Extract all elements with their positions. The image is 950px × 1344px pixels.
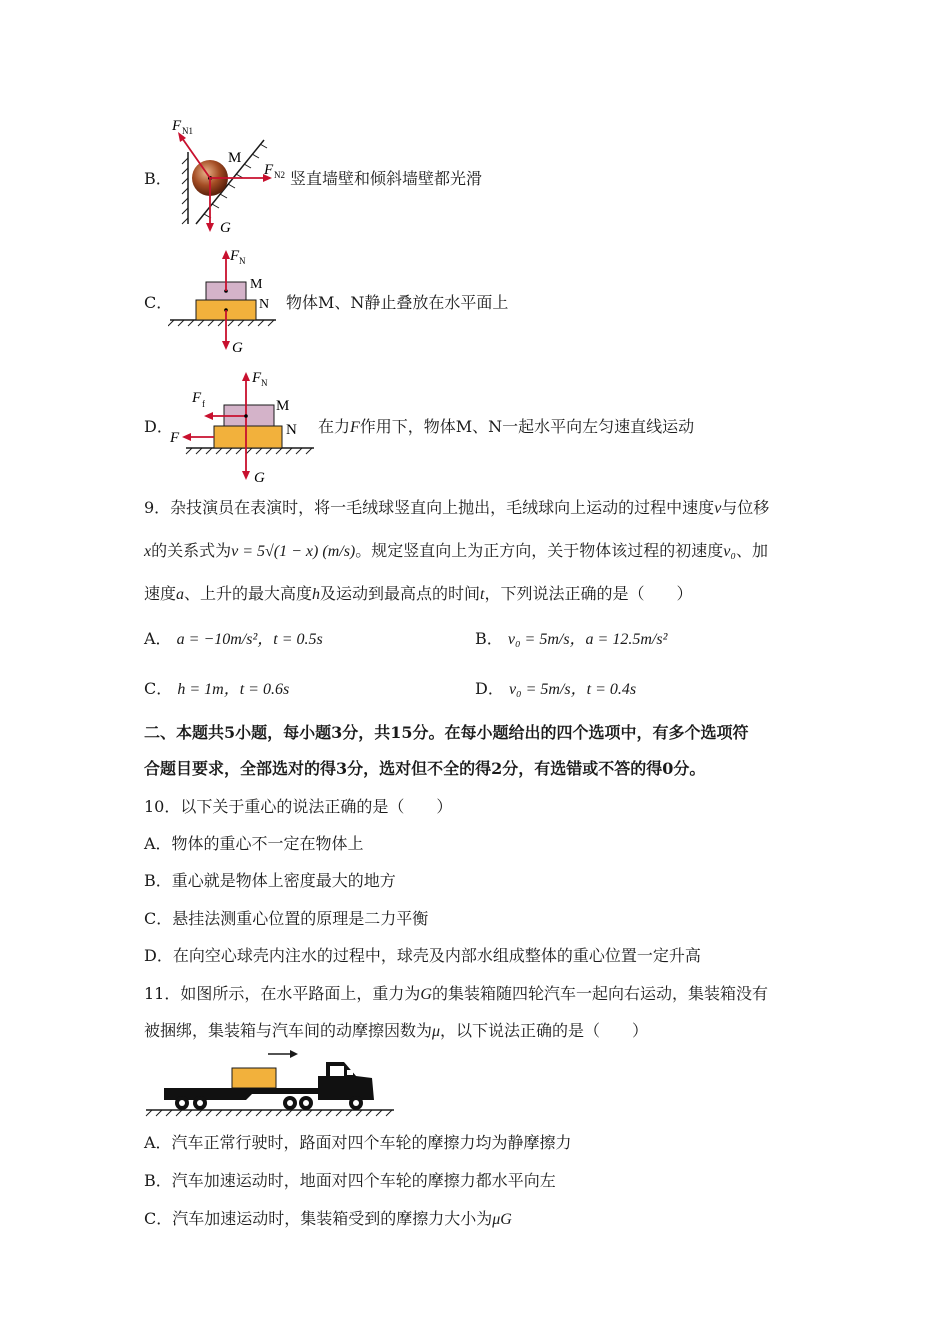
label-fn1: F bbox=[172, 118, 182, 134]
label-ff: F bbox=[192, 390, 202, 406]
label-m: M bbox=[276, 398, 290, 414]
option-c-letter: C． bbox=[144, 293, 173, 312]
q11-stem-line2: 被捆绑，集装箱与汽车间的动摩擦因数为μ，以下说法正确的是（ ） bbox=[144, 1021, 649, 1040]
q10-option-c[interactable]: C．悬挂法测重心位置的原理是二力平衡 bbox=[144, 909, 429, 928]
label-fn1-sub: N1 bbox=[182, 126, 193, 136]
container-box bbox=[232, 1068, 276, 1088]
q11-stem-line1: 11．如图所示，在水平路面上，重力为G的集装箱随四轮汽车一起向右运动，集装箱没有 bbox=[144, 984, 768, 1003]
stacked-blocks-moving-diagram bbox=[166, 364, 316, 488]
label-g: G bbox=[254, 470, 265, 486]
stacked-blocks-static-diagram bbox=[168, 244, 280, 356]
option-b-caption: 竖直墙壁和倾斜墙壁都光滑 bbox=[290, 169, 483, 188]
option-c-caption: 物体M、N静止叠放在水平面上 bbox=[286, 293, 509, 312]
q9-stem-line3: 速度a、上升的最大高度h及运动到最高点的时间t，下列说法正确的是（ ） bbox=[144, 584, 693, 603]
q9-stem-line1: 9．杂技演员在表演时，将一毛绒球竖直向上抛出，毛绒球向上运动的过程中速度v与位移 bbox=[144, 498, 770, 517]
q9-option-c[interactable]: C． h = 1m，t = 0.6s bbox=[144, 679, 290, 698]
label-fn: F bbox=[230, 248, 240, 264]
q9-option-a[interactable]: A． a = −10m/s²，t = 0.5s bbox=[144, 629, 323, 648]
label-fn-sub: N bbox=[261, 378, 268, 388]
q11-option-a[interactable]: A．汽车正常行驶时，路面对四个车轮的摩擦力均为静摩擦力 bbox=[144, 1133, 572, 1152]
section2-heading-line1: 二、本题共5小题，每小题3分，共15分。在每小题给出的四个选项中，有多个选项符 bbox=[144, 723, 749, 742]
label-m: M bbox=[250, 277, 263, 292]
label-g: G bbox=[232, 340, 243, 356]
q9-option-d[interactable]: D． v₀ = 5m/s，t = 0.4s bbox=[475, 679, 637, 698]
q9-formula: v = 5√(1 − x) (m/s) bbox=[231, 543, 356, 560]
q11-option-b[interactable]: B．汽车加速运动时，地面对四个车轮的摩擦力都水平向左 bbox=[144, 1171, 556, 1190]
truck-container-diagram bbox=[142, 1046, 398, 1122]
q9-option-b[interactable]: B． v₀ = 5m/s，a = 12.5m/s² bbox=[475, 629, 668, 648]
label-n: N bbox=[259, 297, 270, 312]
q10-option-a[interactable]: A．物体的重心不一定在物体上 bbox=[144, 834, 364, 853]
label-fn2: F bbox=[264, 162, 274, 178]
q10-option-b[interactable]: B．重心就是物体上密度最大的地方 bbox=[144, 871, 396, 890]
option-d-caption: 在力F作用下，物体M、N一起水平向左匀速直线运动 bbox=[318, 417, 695, 436]
ball-wall-diagram bbox=[168, 112, 288, 236]
block-n bbox=[214, 426, 282, 448]
label-f: F bbox=[170, 430, 180, 446]
label-fn: F bbox=[252, 370, 262, 386]
label-m: M bbox=[228, 150, 242, 166]
label-g: G bbox=[220, 220, 231, 236]
section2-heading-line2: 合题目要求，全部选对的得3分，选对但不全的得2分，有选错或不答的得0分。 bbox=[144, 759, 706, 778]
q10-stem: 10．以下关于重心的说法正确的是（ ） bbox=[144, 797, 453, 816]
label-fn-sub: N bbox=[239, 256, 246, 266]
q10-option-d[interactable]: D．在向空心球壳内注水的过程中，球壳及内部水组成整体的重心位置一定升高 bbox=[144, 946, 701, 965]
q9-stem-line2: x的关系式为v = 5√(1 − x) (m/s)。规定竖直向上为正方向，关于物体该过程的初速度v₀、加 bbox=[144, 541, 768, 560]
option-d-letter: D． bbox=[144, 417, 173, 436]
label-ff-sub: f bbox=[202, 399, 205, 409]
q11-option-c[interactable]: C．汽车加速运动时，集装箱受到的摩擦力大小为μG bbox=[144, 1209, 512, 1228]
label-fn2-sub: N2 bbox=[274, 170, 285, 180]
option-b-letter: B． bbox=[144, 169, 172, 188]
label-n: N bbox=[286, 422, 297, 438]
